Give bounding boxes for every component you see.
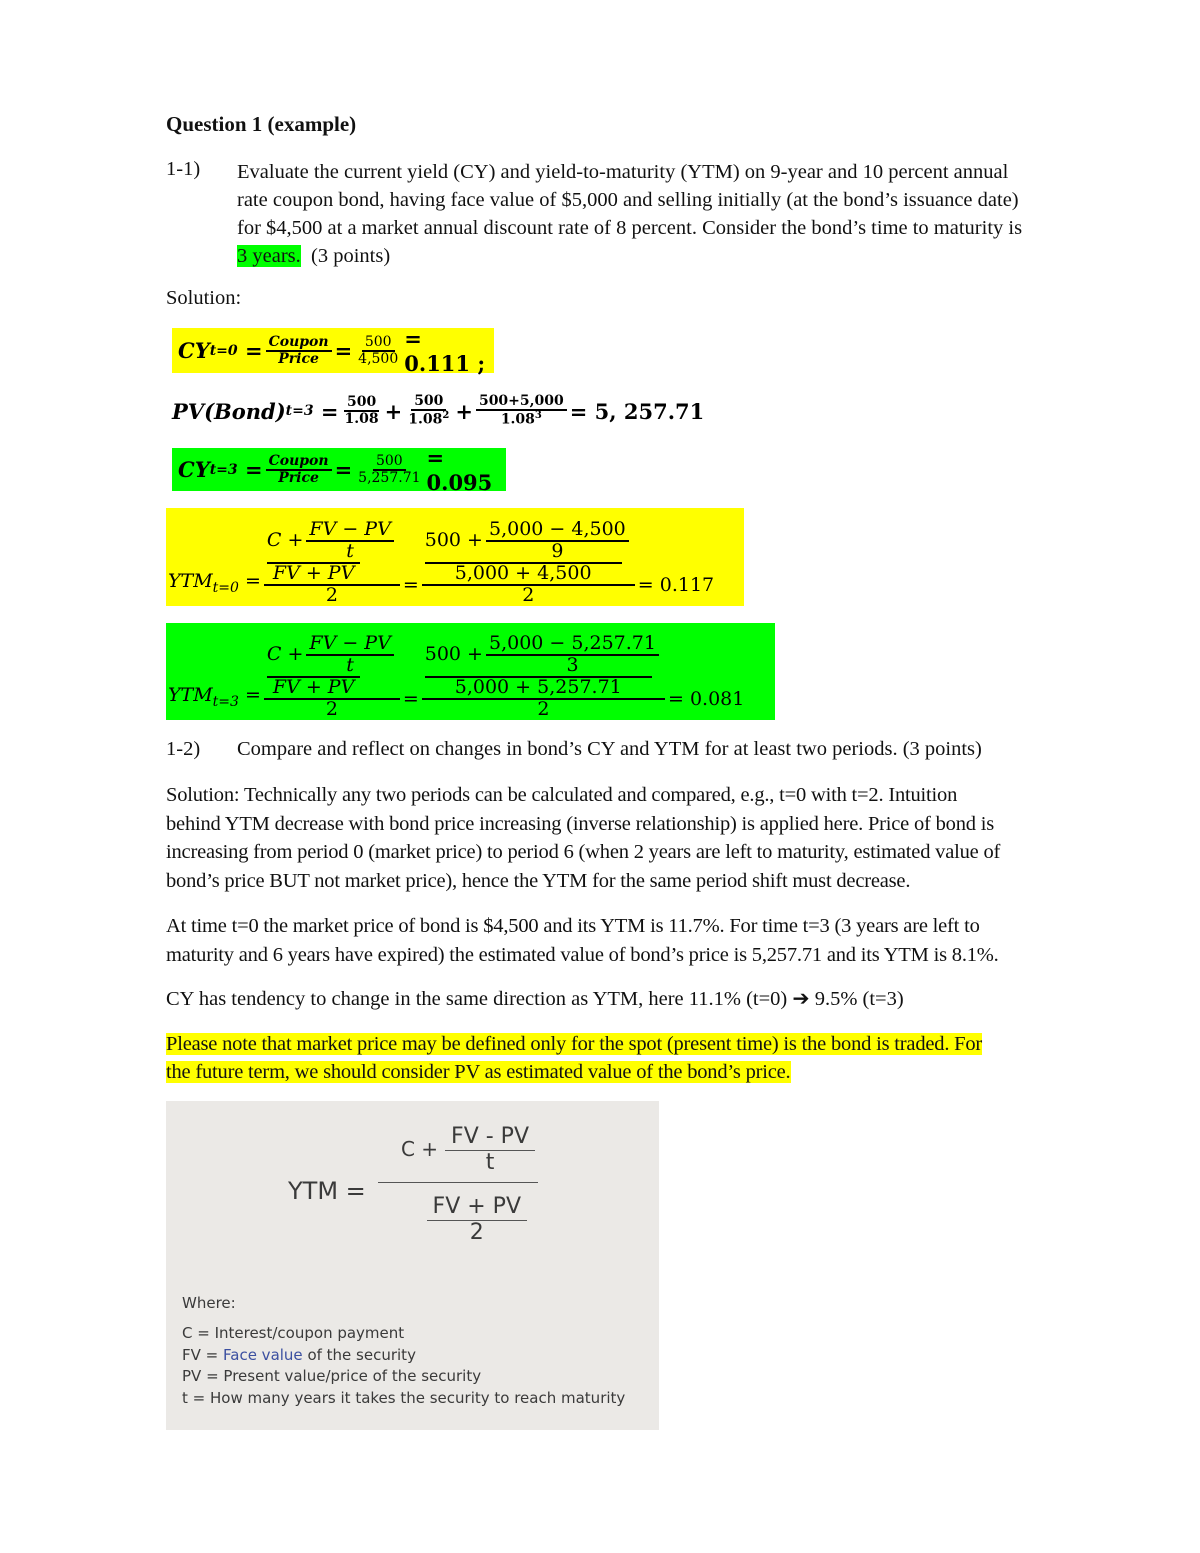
formula-ytm-t0: $YTM_{t=0}$ = C + $\frac{FV - PV}{t}$ FV + PV 2 = 500 + $\frac{5,000 - 4,500}{9}$ 5,000 + 4,500 2 = 0.117 — [166, 508, 744, 606]
fraction — [306, 634, 393, 676]
text: CY has tendency to change in the same direction as YTM, here 11.1% (t=0) — [166, 988, 788, 1010]
fraction — [342, 395, 382, 426]
sum: 5,000 + 5,257.71 — [425, 676, 652, 698]
formula-pv-bond: PV(Bond) t=3 = $\frac{500}{1.08}$ + $\frac{500}{1.08^2}$ + $\frac{500+5,000}{1.08^3}$ = 5, 257.71 — [172, 393, 705, 428]
fraction — [422, 520, 635, 606]
formula-ytm-t3: $YTM_{t=3}$ = C + $\frac{FV - PV}{t}$ FV + PV 2 = 500 + $\frac{5,000 - 5,257.71}{3}$ 5,000 + 5,257.71 2 = 0.081 — [166, 623, 775, 720]
numerator — [264, 634, 400, 700]
figure-c: C + — [400, 1136, 439, 1161]
denominator: 2 — [469, 1220, 484, 1246]
lhs: YTM — [168, 570, 213, 593]
text-line: Evaluate the current yield (CY) and yield-to-maturity (YTM) on 9-year and 10 percent annual — [237, 161, 1009, 183]
text-line: for $4,500 at a market annual discount rate of 8 percent. Consider the bond’s time to maturity is — [237, 217, 1023, 239]
denominator: 2 — [325, 584, 338, 607]
text: How many years it takes the security to reach maturity — [210, 1388, 626, 1407]
lhs: CY — [178, 457, 210, 482]
numerator — [264, 520, 400, 586]
c: C + — [266, 643, 304, 666]
denominator: 4,500 — [358, 350, 399, 367]
fraction — [355, 454, 423, 485]
result: = 0.095 — [426, 444, 493, 495]
fraction — [486, 634, 659, 676]
fraction — [264, 634, 400, 720]
highlight-line: Please note that market price may be defined only for the spot (present time) is the bond is traded. For — [166, 1033, 983, 1055]
numerator: FV − PV — [306, 634, 393, 656]
figure-fraction — [378, 1123, 538, 1244]
figure-ytm-label: YTM = — [288, 1177, 366, 1205]
highlight-line: the future term, we should consider PV as estimated value of the bond’s price. — [166, 1061, 791, 1083]
fv-plus-pv: FV + PV — [267, 676, 360, 698]
text: of the security — [302, 1345, 416, 1364]
face-value-link[interactable]: Face value — [223, 1345, 303, 1364]
numerator: FV + PV — [427, 1193, 527, 1221]
denominator: 2 — [537, 698, 550, 721]
lhs: CY — [178, 338, 210, 363]
text: Interest/coupon payment — [214, 1324, 405, 1342]
denominator: 2 — [325, 698, 338, 721]
fraction — [427, 1193, 527, 1244]
question-number: 1-1) — [166, 158, 201, 180]
result: = 0.081 — [668, 688, 745, 710]
text-line: increasing from period 0 (market price) to period 6 (when 2 years are left to maturity, estimated value of — [166, 841, 1001, 863]
subscript: t=0 — [209, 342, 238, 359]
denominator: Price — [278, 350, 319, 367]
denominator: 9 — [551, 540, 564, 563]
text-line: bond’s price BUT not market price), hence the YTM for the same period shift must decrease. — [166, 869, 911, 892]
numerator: FV − PV — [306, 520, 393, 542]
numerator: 5,000 − 5,257.71 — [486, 634, 659, 656]
numerator: FV - PV — [445, 1123, 535, 1151]
subscript: t=3 — [285, 403, 314, 419]
symbol: t = — [182, 1388, 210, 1407]
text-line: Solution: Technically any two periods can be calculated and compared, e.g., t=0 with t=2. Intuition — [166, 784, 958, 806]
definition — [182, 1323, 625, 1345]
definition — [182, 1388, 625, 1410]
arrow-right-icon: ➔ — [792, 986, 810, 1010]
numerator: 500+5,000 — [476, 394, 567, 411]
numerator: 500 — [362, 335, 395, 352]
denominator: 5,257.71 — [358, 469, 421, 486]
formula-cy-t0: CY t=0 = $\frac{\text{Coupon}}{\text{Price}}$ = $\frac{500}{4,500}$ = 0.111 ; — [172, 328, 494, 373]
denominator: 1.08 — [408, 411, 443, 428]
subscript: t=0 — [212, 580, 239, 596]
fv-plus-pv: FV + PV — [267, 562, 360, 584]
a: 500 + — [424, 643, 483, 666]
fraction — [445, 1123, 535, 1174]
exponent: 3 — [534, 410, 542, 422]
denominator: 2 — [522, 584, 535, 607]
numerator: Coupon — [266, 335, 332, 352]
question-text — [237, 158, 1022, 270]
fraction — [476, 394, 567, 427]
figure-where: Where: — [182, 1294, 236, 1312]
fraction — [266, 454, 332, 485]
subscript: t=3 — [209, 461, 238, 478]
text: 9.5% (t=3) — [814, 988, 904, 1010]
question-number: 1-2) — [166, 738, 201, 760]
denominator: Price — [278, 469, 319, 486]
exponent: 2 — [442, 410, 450, 422]
lhs-group: $YTM_{t=0}$ = — [168, 570, 261, 596]
cy-paragraph — [166, 986, 904, 1011]
text-line: behind YTM decrease with bond price increasing (inverse relationship) is applied here. Price of bond is — [166, 812, 994, 835]
note-paragraph — [166, 1030, 982, 1086]
denominator: 3 — [566, 654, 579, 677]
c: C + — [266, 529, 304, 552]
numerator: Coupon — [266, 454, 332, 471]
denominator: 1.08 — [344, 411, 379, 427]
subscript: t=3 — [212, 694, 239, 710]
definition — [182, 1366, 625, 1388]
denominator: t — [346, 654, 354, 677]
time-paragraph — [166, 912, 999, 969]
lhs: YTM — [168, 684, 213, 707]
fraction — [266, 335, 332, 366]
lhs: PV(Bond) — [172, 398, 286, 424]
fraction — [405, 394, 452, 427]
numerator — [422, 520, 635, 586]
fraction — [264, 520, 400, 606]
definition — [182, 1345, 625, 1367]
denominator: t — [346, 540, 354, 563]
figure-definitions — [182, 1323, 625, 1409]
denominator: 1.08 — [500, 411, 535, 428]
text-line: rate coupon bond, having face value of $5,000 and selling initially (at the bond’s issuance date) — [237, 189, 1019, 211]
result: = 0.117 — [637, 574, 715, 596]
numerator — [422, 634, 665, 700]
highlight-maturity: 3 years. — [237, 245, 301, 267]
solution-label: Solution: — [166, 287, 242, 309]
text-line: At time t=0 the market price of bond is $4,500 and its YTM is 11.7%. For time t=3 (3 years are left to — [166, 915, 980, 937]
solution-paragraph — [166, 781, 1000, 895]
sum: 5,000 + 4,500 — [425, 562, 622, 584]
fraction — [306, 520, 393, 562]
text: Present value/price of the security — [223, 1367, 482, 1385]
fraction — [486, 520, 629, 562]
numerator: 500 — [373, 454, 406, 471]
lhs-group: $YTM_{t=3}$ = — [168, 684, 261, 710]
numerator: 5,000 − 4,500 — [486, 520, 629, 542]
denominator: t — [485, 1150, 495, 1176]
numerator: 500 — [411, 394, 446, 411]
a: 500 + — [424, 529, 483, 552]
symbol: PV = — [182, 1367, 224, 1385]
text-line: maturity and 6 years have expired) the estimated value of bond’s price is 5,257.71 and its YTM is 8.1%. — [166, 943, 999, 966]
question-title: Question 1 (example) — [166, 112, 357, 136]
result: = 5, 257.71 — [569, 398, 705, 424]
symbol: C = — [182, 1324, 215, 1342]
ytm-formula-figure — [166, 1101, 659, 1430]
question-text: Compare and reflect on changes in bond’s CY and YTM for at least two periods. (3 points) — [237, 738, 982, 760]
formula-cy-t3: CY t=3 = $\frac{\text{Coupon}}{\text{Price}}$ = $\frac{500}{5,257.71}$ = 0.095 — [172, 448, 506, 491]
symbol: FV = — [182, 1345, 223, 1364]
result: = 0.111 ; — [404, 325, 486, 376]
fraction — [355, 335, 401, 366]
fraction — [422, 634, 665, 720]
numerator: 500 — [344, 395, 379, 412]
points: (3 points) — [311, 245, 391, 267]
